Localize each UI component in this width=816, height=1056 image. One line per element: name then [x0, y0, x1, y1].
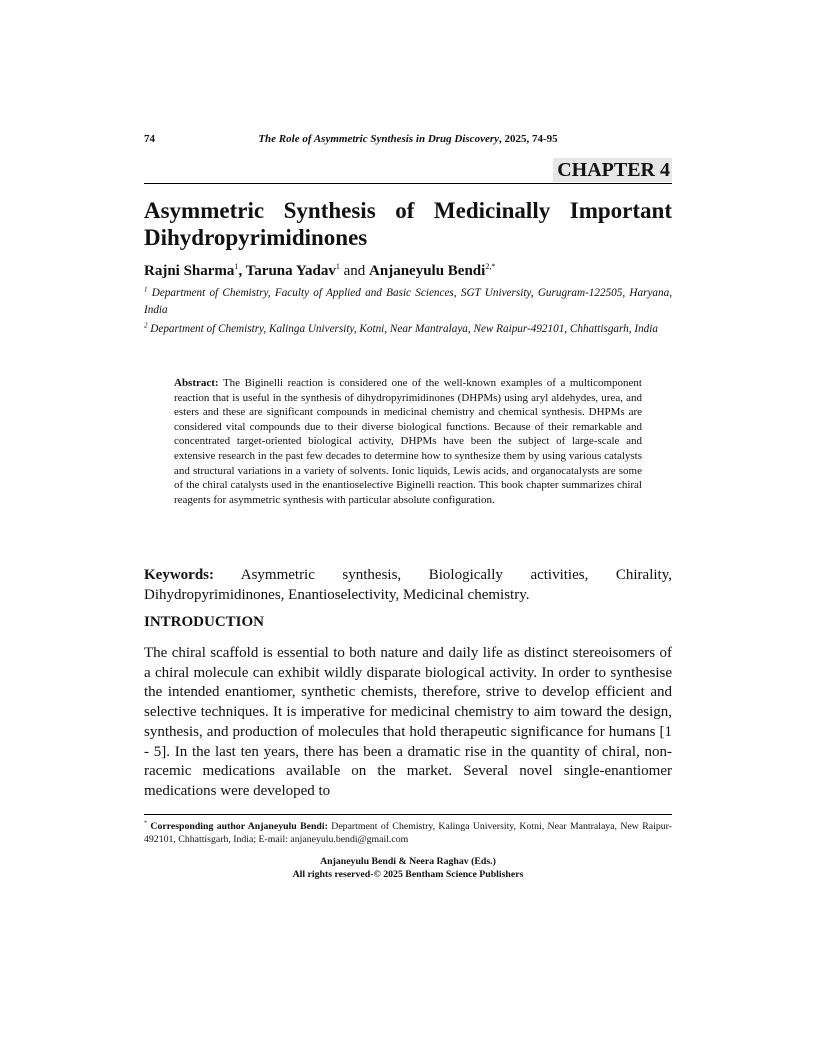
abstract-label: Abstract:	[174, 377, 219, 389]
footnote-mark: *	[144, 820, 147, 827]
keywords	[144, 565, 672, 605]
journal-suffix: , 2025, 74-95	[499, 133, 558, 145]
introduction-paragraph: The chiral scaffold is essential to both nature and daily life as distinct stereoisomers of a chiral molecule can exhibit wildly disparate biological activity. In order to synthesise the intended enantiomer, synthetic chemists, therefore, strive to develop efficient and selective techniques. It is imperative for medicinal chemistry to aim toward the design, synthesis, and production of molecules that hold therapeutic significance for humans [1 - 5]. In the last ten years, there has been a dramatic rise in the quantity of chiral, non-racemic medications available on the market. Several novel single-enantiomer medications were developed to	[144, 645, 672, 799]
author-name: Anjaneyulu Bendi	[369, 263, 486, 279]
chapter-label: CHAPTER 4	[553, 158, 672, 182]
footnote-divider	[144, 814, 672, 815]
footnote-text: Department of Chemistry, Kalinga University, Kotni, Near Mantralaya, New Raipur-492101, Chhattisgarh, India; E-mail: anjaneyulu.bendi@gmail.com	[144, 821, 672, 845]
affiliation-2	[144, 321, 672, 338]
author-list: Rajni Sharma$^1$, Taruna Yadav$^1$ and Anjaneyulu Bendi$^{2,*}$	[144, 262, 496, 279]
editors-line: Anjaneyulu Bendi & Neera Raghav (Eds.)	[320, 856, 496, 867]
article-title: Asymmetric Synthesis of Medicinally Important Dihydropyrimidinones	[144, 198, 672, 250]
affiliation-text: Department of Chemistry, Faculty of Applied and Basic Sciences, SGT University, Gurugram-122505, Haryana, India	[144, 287, 673, 316]
affiliation-mark: 2	[144, 321, 148, 330]
affiliation-text: Department of Chemistry, Kalinga University, Kotni, Near Mantralaya, New Raipur-492101, Chhattisgarh, India	[150, 323, 658, 335]
chapter-divider	[144, 183, 672, 184]
corresponding-author-footnote	[144, 820, 672, 846]
author-name: Rajni Sharma	[144, 263, 235, 279]
section-heading-introduction: INTRODUCTION	[144, 614, 265, 630]
running-head	[144, 133, 672, 149]
keywords-label: Keywords:	[144, 567, 214, 583]
author-name: Taruna Yadav	[245, 263, 336, 279]
abstract-text: The Biginelli reaction is considered one of the well-known examples of a multicomponent reaction that is useful in the synthesis of dihydropyrimidinones (DHPMs) using aryl aldehydes, urea, and esters and these are significant compounds in medicinal chemistry and chemical synthesis. DHPMs are considered vital compounds due to their diverse biological functions. Because of their remarkable and concentrated target-oriented biological activity, DHPMs have been the subject of large-scale and extensive research in the past few decades to determine how to synthesize them by using various catalysts and structural variations in a variety of solvents. Ionic liquids, Lewis acids, and organocatalysts are some of the chiral catalysts used in the enantioselective Biginelli reaction. This book chapter summarizes chiral reagents for asymmetric synthesis with particular absolute configuration.	[174, 377, 642, 506]
keywords-text: Asymmetric synthesis, Biologically activities, Chirality, Dihydropyrimidinones, Enantioselectivity, Medicinal chemistry.	[144, 567, 672, 603]
abstract	[174, 376, 642, 507]
author-affiliation-mark: 2,*	[485, 262, 496, 271]
rights-line: All rights reserved-© 2025 Bentham Science Publishers	[292, 868, 524, 880]
journal-citation	[144, 133, 672, 145]
page-number: 74	[144, 133, 155, 145]
author-affiliation-mark: 1	[335, 262, 340, 271]
affiliation-1	[144, 285, 672, 319]
author-conjunction: and	[339, 263, 370, 279]
affiliation-mark: 1	[144, 285, 148, 294]
footnote-label: Corresponding author Anjaneyulu Bendi:	[150, 821, 328, 832]
author-affiliation-mark: 1	[234, 262, 239, 271]
journal-title: The Role of Asymmetric Synthesis in Drug Discovery	[258, 133, 499, 145]
publisher-info	[144, 856, 672, 881]
